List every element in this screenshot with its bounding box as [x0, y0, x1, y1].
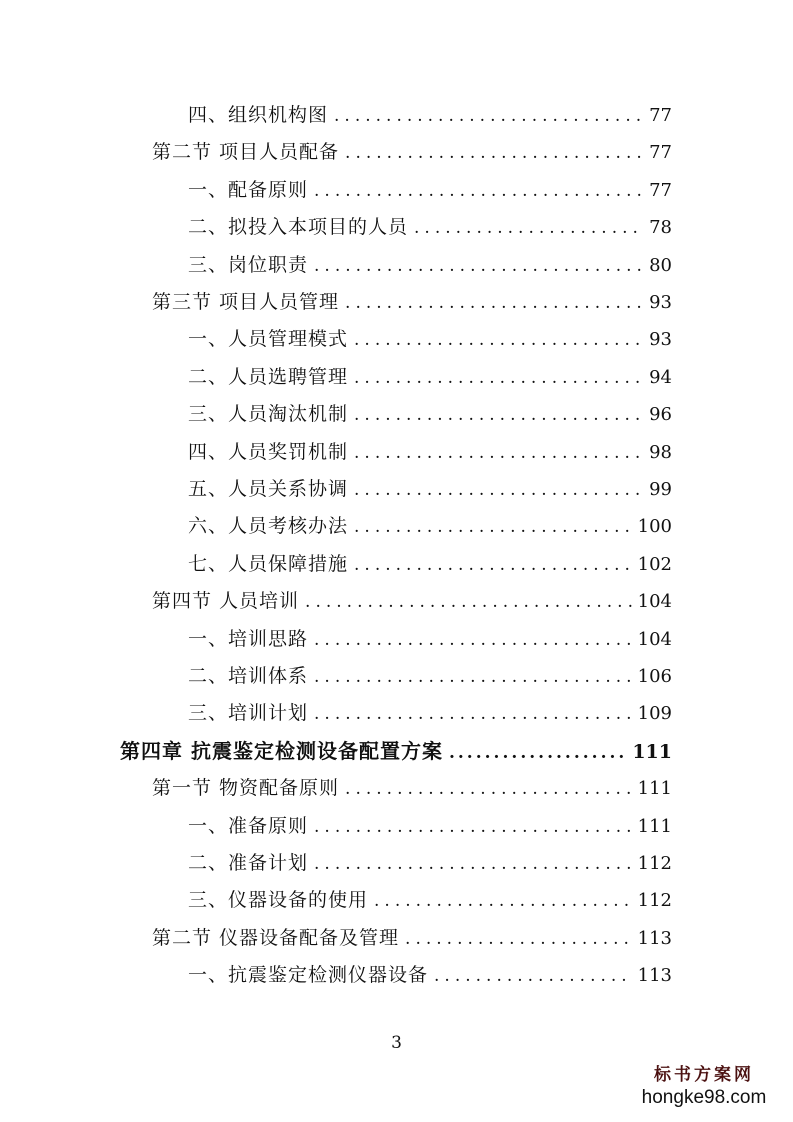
toc-entry-page: 93	[649, 292, 672, 313]
toc-entry[interactable]	[188, 848, 672, 878]
toc-leader-dots	[334, 101, 643, 130]
toc-entry-title: 三、培训计划	[188, 702, 309, 724]
toc-leader-dots	[314, 251, 643, 280]
toc-entry-page: 77	[649, 180, 672, 201]
toc-entry-title: 第四节 人员培训	[152, 590, 300, 612]
toc-entry[interactable]	[188, 175, 672, 205]
toc-entry-page: 98	[649, 442, 672, 463]
toc-entry-page: 96	[649, 404, 672, 425]
toc-entry-title: 第二节 仪器设备配备及管理	[152, 927, 400, 949]
toc-leader-dots	[345, 288, 643, 317]
toc-entry[interactable]	[188, 624, 672, 654]
toc-leader-dots	[405, 924, 632, 953]
toc-entry-page: 99	[649, 479, 672, 500]
toc-entry[interactable]	[188, 661, 672, 691]
toc-entry[interactable]	[152, 137, 672, 167]
toc-entry-title: 四、人员奖罚机制	[188, 441, 349, 463]
toc-entry-title: 二、准备计划	[188, 852, 309, 874]
toc-entry-page: 112	[637, 890, 672, 911]
toc-entry-page: 106	[637, 666, 672, 687]
toc-entry[interactable]	[188, 549, 672, 579]
toc-entry-title: 三、仪器设备的使用	[188, 889, 369, 911]
toc-leader-dots	[354, 475, 643, 504]
toc-entry-title: 一、抗震鉴定检测仪器设备	[188, 964, 429, 986]
toc-entry[interactable]	[152, 773, 672, 803]
toc-entry-page: 111	[632, 741, 672, 763]
toc-entry-title: 三、岗位职责	[188, 254, 309, 276]
toc-entry-page: 104	[637, 591, 672, 612]
toc-entry-title: 六、人员考核办法	[188, 515, 349, 537]
toc-leader-dots	[314, 812, 632, 841]
watermark-name: 标书方案网	[654, 1065, 754, 1085]
toc-entry-title: 第四章 抗震鉴定检测设备配置方案	[120, 739, 443, 763]
toc-entry[interactable]	[188, 100, 672, 130]
toc-leader-dots	[354, 438, 643, 467]
toc-entry[interactable]	[188, 250, 672, 280]
toc-leader-dots	[345, 138, 643, 167]
toc-entry-page: 109	[637, 703, 672, 724]
toc-entry-page: 113	[637, 965, 672, 986]
toc-entry-title: 五、人员关系协调	[188, 478, 349, 500]
toc-leader-dots	[314, 625, 632, 654]
toc-entry[interactable]	[188, 399, 672, 429]
toc-entry-page: 77	[649, 105, 672, 126]
toc-leader-dots	[354, 400, 643, 429]
toc-entry[interactable]	[188, 362, 672, 392]
toc-entry-page: 78	[649, 217, 672, 238]
toc-entry-title: 一、培训思路	[188, 628, 309, 650]
toc-entry-title: 第三节 项目人员管理	[152, 291, 340, 313]
toc-entry-title: 一、准备原则	[188, 815, 309, 837]
toc-entry[interactable]	[152, 586, 672, 616]
toc-entry-page: 111	[637, 778, 672, 799]
toc-entry-title: 四、组织机构图	[188, 104, 329, 126]
toc-entry-title: 一、配备原则	[188, 179, 309, 201]
toc-entry[interactable]	[188, 324, 672, 354]
toc-leader-dots	[414, 213, 643, 242]
toc-entry-title: 三、人员淘汰机制	[188, 403, 349, 425]
toc-entry[interactable]	[188, 885, 672, 915]
toc-leader-dots	[305, 587, 632, 616]
toc-entry-page: 112	[637, 853, 672, 874]
toc-leader-dots	[314, 849, 632, 878]
toc-leader-dots	[354, 512, 632, 541]
toc-entry[interactable]	[188, 698, 672, 728]
toc-entry-page: 113	[637, 928, 672, 949]
toc-entry-title: 一、人员管理模式	[188, 328, 349, 350]
toc-entry-title: 第二节 项目人员配备	[152, 141, 340, 163]
toc-entry[interactable]	[152, 287, 672, 317]
page-number: 3	[391, 1033, 402, 1053]
toc-entry-page: 104	[637, 629, 672, 650]
toc-entry-title: 七、人员保障措施	[188, 553, 349, 575]
toc-entry-page: 93	[649, 329, 672, 350]
toc-entry-page: 100	[637, 516, 672, 537]
toc-entry[interactable]	[120, 736, 672, 766]
toc-entry[interactable]	[188, 960, 672, 990]
toc-entry-page: 77	[649, 142, 672, 163]
toc-entry[interactable]	[188, 474, 672, 504]
toc-entry-title: 二、人员选聘管理	[188, 366, 349, 388]
toc-entry[interactable]	[188, 437, 672, 467]
toc-leader-dots	[434, 961, 632, 990]
toc-entry[interactable]	[188, 511, 672, 541]
toc-entry[interactable]	[188, 811, 672, 841]
toc-leader-dots	[314, 699, 632, 728]
toc-entry[interactable]	[188, 212, 672, 242]
toc-leader-dots	[354, 363, 643, 392]
toc-entry-title: 第一节 物资配备原则	[152, 777, 340, 799]
toc-leader-dots	[314, 176, 643, 205]
toc-entry-title: 二、拟投入本项目的人员	[188, 216, 409, 238]
toc-entry-title: 二、培训体系	[188, 665, 309, 687]
toc-leader-dots	[345, 774, 632, 803]
toc-leader-dots	[374, 886, 632, 915]
toc-leader-dots	[314, 662, 632, 691]
watermark-url: hongke98.com	[641, 1087, 767, 1108]
toc-entry-page: 80	[649, 255, 672, 276]
toc-entry-page: 102	[637, 554, 672, 575]
toc-entry-page: 94	[649, 367, 672, 388]
toc-leader-dots	[354, 550, 632, 579]
watermark	[629, 1064, 779, 1110]
toc-entry-page: 111	[637, 816, 672, 837]
toc-entry[interactable]	[152, 923, 672, 953]
toc-leader-dots	[449, 738, 626, 766]
toc-leader-dots	[354, 325, 643, 354]
